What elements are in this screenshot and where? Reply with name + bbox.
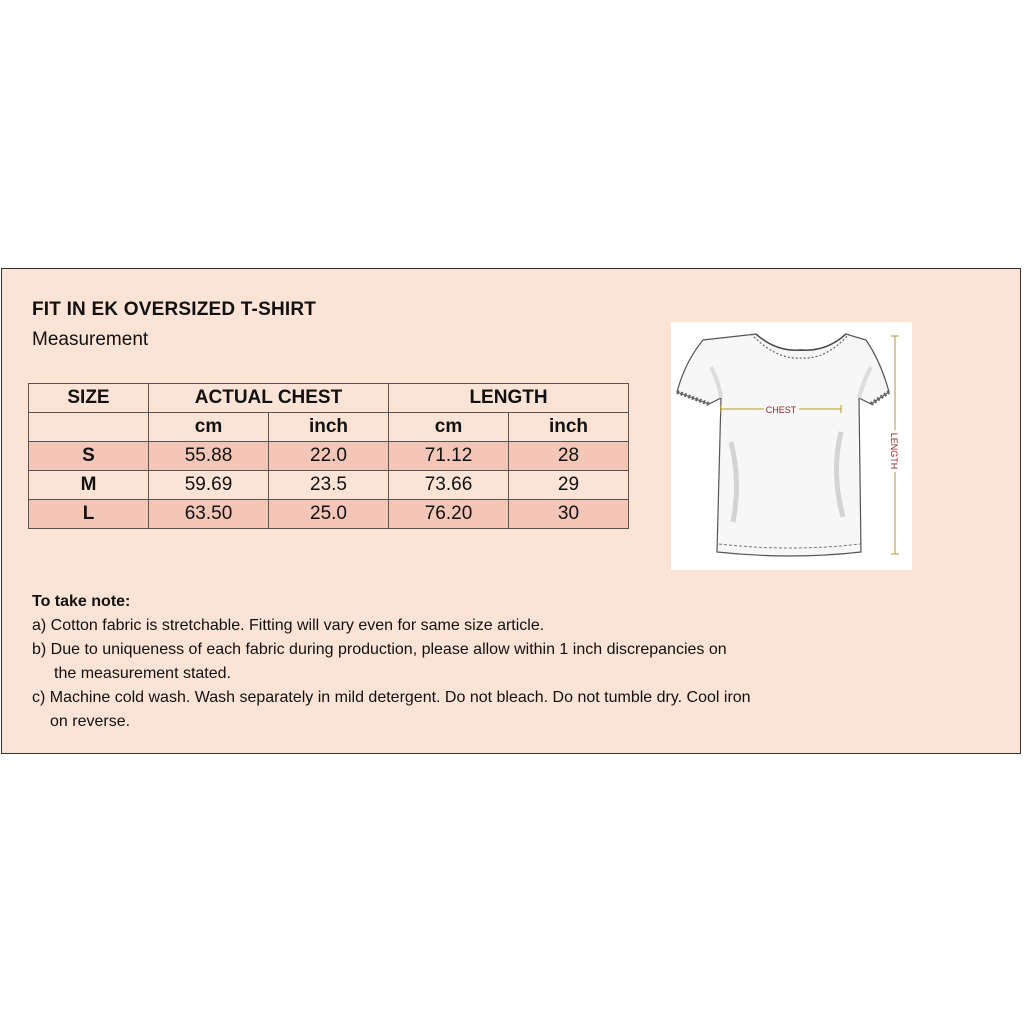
chest-inch-cell: 23.5: [269, 471, 389, 500]
size-chart-card: [1, 268, 1021, 754]
note-c-line2: on reverse.: [50, 713, 131, 730]
product-title: FIT IN EK OVERSIZED T-SHIRT: [32, 299, 317, 320]
size-cell: M: [29, 471, 149, 500]
chest-cm-cell: 55.88: [149, 442, 269, 471]
header-size: SIZE: [29, 384, 149, 413]
length-inch-cell: 28: [509, 442, 629, 471]
note-b-line1: b) Due to uniqueness of each fabric during production, please allow within 1 inch discrepancies on: [32, 641, 727, 658]
chest-inch-cell: 22.0: [269, 442, 389, 471]
units-empty-cell: [29, 413, 149, 442]
length-cm-cell: 71.12: [389, 442, 509, 471]
length-label: LENGTH: [889, 432, 899, 470]
size-cell: L: [29, 500, 149, 529]
care-notes: [32, 590, 751, 734]
note-a: a) Cotton fabric is stretchable. Fitting will vary even for same size article.: [32, 617, 545, 634]
tshirt-illustration: [671, 322, 912, 570]
unit-chest-inch: inch: [269, 413, 389, 442]
tshirt-diagram: [671, 322, 912, 570]
note-c-line1: c) Machine cold wash. Wash separately in mild detergent. Do not bleach. Do not tumble dry. Cool iron: [32, 689, 751, 706]
table-row: [29, 500, 629, 529]
length-inch-cell: 30: [509, 500, 629, 529]
table-row: [29, 442, 629, 471]
length-cm-cell: 76.20: [389, 500, 509, 529]
header-actual-chest: ACTUAL CHEST: [149, 384, 389, 413]
unit-length-inch: inch: [509, 413, 629, 442]
table-header-row: [29, 384, 629, 413]
size-table: [28, 383, 629, 529]
length-cm-cell: 73.66: [389, 471, 509, 500]
notes-heading: To take note:: [32, 593, 131, 610]
chest-cm-cell: 63.50: [149, 500, 269, 529]
table-units-row: [29, 413, 629, 442]
size-cell: S: [29, 442, 149, 471]
note-b-line2: the measurement stated.: [54, 665, 231, 682]
measurement-subtitle: Measurement: [32, 329, 149, 350]
chest-label: CHEST: [765, 405, 797, 415]
chest-inch-cell: 25.0: [269, 500, 389, 529]
header-length: LENGTH: [389, 384, 629, 413]
unit-length-cm: cm: [389, 413, 509, 442]
chest-cm-cell: 59.69: [149, 471, 269, 500]
unit-chest-cm: cm: [149, 413, 269, 442]
length-inch-cell: 29: [509, 471, 629, 500]
table-row: [29, 471, 629, 500]
